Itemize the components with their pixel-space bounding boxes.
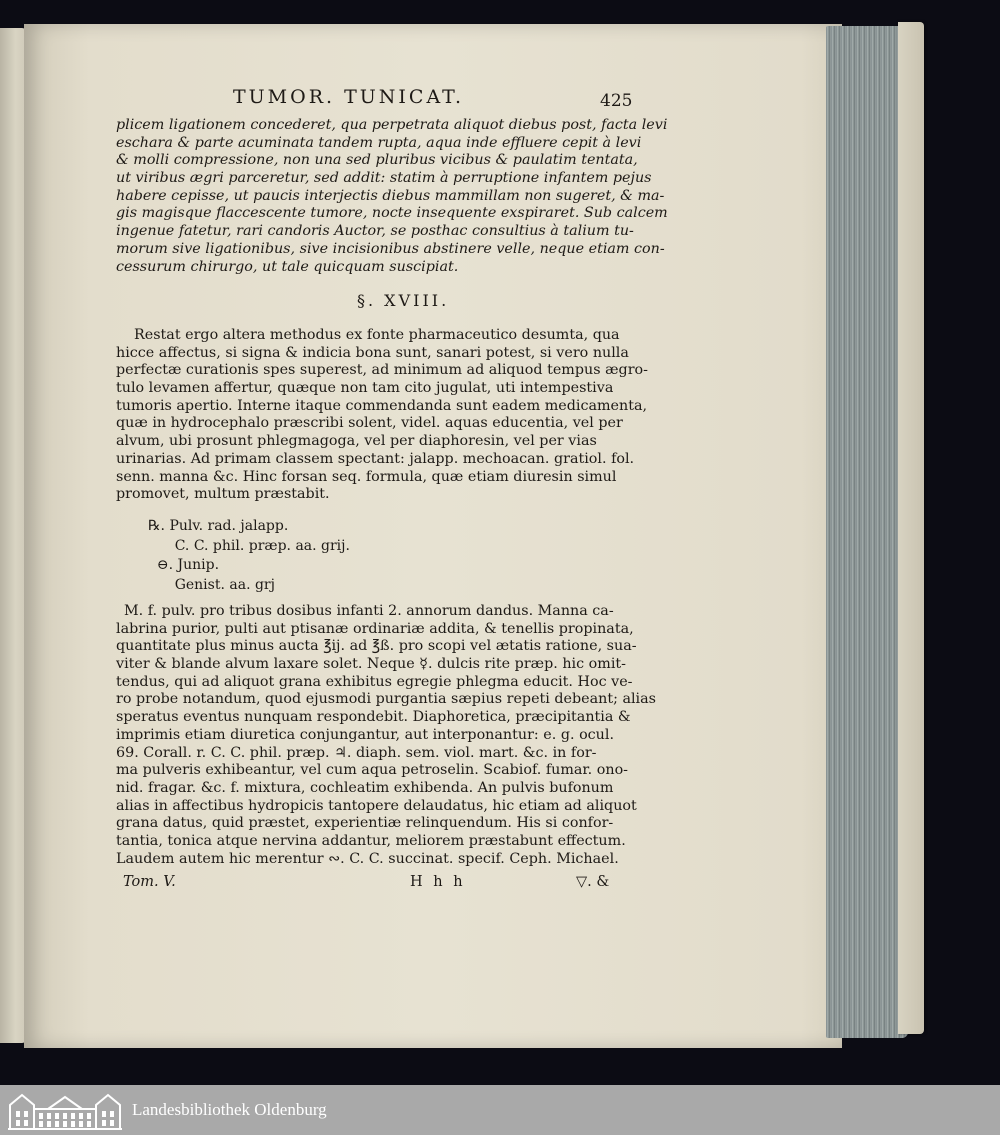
text-line: M. f. pulv. pro tribus dosibus infanti 2. annorum dandus. Manna ca-	[124, 603, 614, 619]
text-line: speratus eventus nunquam respondebit. Diaphoretica, præcipitantia &	[116, 709, 631, 726]
text-line: alias in affectibus hydropicis tantopere delaudatus, hic etiam ad aliquot	[116, 797, 637, 814]
text-line: hicce affectus, si signa & indicia bona sunt, sanari potest, si vero nulla	[116, 344, 629, 361]
text-line: Restat ergo altera methodus ex fonte pharmaceutico desumta, qua	[134, 327, 620, 343]
left-page-edge	[0, 28, 26, 1043]
text-line: grana datus, quid præstet, experientiæ relinquendum. His si confor-	[116, 815, 614, 832]
paragraph-2	[116, 327, 648, 504]
signature-mark: H h h	[410, 874, 466, 890]
text-line: senn. manna &c. Hinc forsan seq. formula, quæ etiam diuresin simul	[116, 468, 617, 485]
paragraph-3	[116, 603, 656, 868]
text-line: nid. fragar. &c. f. mixtura, cochleatim exhibenda. An pulvis bufonum	[116, 779, 614, 796]
library-building-icon[interactable]	[8, 1091, 122, 1135]
text-line: plicem ligationem concederet, qua perpetrata aliquot diebus post, facta levi	[116, 117, 668, 133]
recipe-line: ℞. Pulv. rad. jalapp.	[148, 518, 289, 534]
text-line: quæ in hydrocephalo præscribi solent, videl. aquas educentia, vel per	[116, 415, 623, 432]
catchword: ▽. &	[576, 874, 610, 890]
text-line: cessurum chirurgo, ut tale quicquam suscipiat.	[116, 258, 459, 275]
library-name[interactable]: Landesbibliothek Oldenburg	[132, 1100, 327, 1119]
text-line: 69. Corall. r. C. C. phil. præp. ♃. diaph. sem. viol. mart. &c. in for-	[116, 744, 597, 761]
text-line: urinarias. Ad primam classem spectant: jalapp. mechoacan. gratiol. fol.	[116, 450, 635, 467]
text-line: habere cepisse, ut paucis interjectis diebus mammillam non sugeret, & ma-	[116, 187, 665, 204]
text-line: viter & blande alvum laxare solet. Neque ☿. dulcis rite præp. hic omit-	[116, 656, 626, 673]
text-line: tulo levamen affertur, quæque non tam cito jugulat, uti intempestiva	[116, 380, 614, 397]
text-line: promovet, multum præstabit.	[116, 486, 330, 503]
paragraph-1	[116, 117, 668, 276]
text-line: ma pulveris exhibeantur, vel cum aqua petroselin. Scabiof. fumar. ono-	[116, 762, 629, 779]
text-line: morum sive ligationibus, sive incisionibus abstinere velle, neque etiam con-	[116, 240, 665, 257]
text-line: imprimis etiam diuretica conjungantur, aut interponantur: e. g. ocul.	[116, 726, 615, 743]
page-fore-edge	[826, 26, 908, 1038]
text-line: quantitate plus minus aucta ℥ij. ad ℥ß. pro scopi vel ætatis ratione, sua-	[116, 638, 637, 655]
text-line: tantia, tonica atque nervina addantur, meliorem præstabunt effectum.	[116, 832, 626, 849]
recipe-line: ⊖. Junip.	[148, 557, 220, 573]
text-line: & molli compressione, non una sed pluribus vicibus & paulatim tentata,	[116, 152, 638, 169]
cover-edge	[898, 22, 924, 1034]
text-line: tendus, qui ad aliquot grana exhibitus egregie phlegma educit. Hoc ve-	[116, 673, 633, 690]
text-line: ingenue fatetur, rari candoris Auctor, se posthac consultius à talium tu-	[116, 223, 634, 240]
recipe	[148, 517, 350, 595]
volume-footer: Tom. V.	[123, 874, 176, 890]
text-line: ro probe notandum, quod ejusmodi purgantia sæpius repeti debeant; alias	[116, 691, 656, 708]
library-footer-bar	[0, 1085, 1000, 1135]
text-line: labrina purior, pulti aut ptisanæ ordinariæ addita, & tenellis propinata,	[116, 620, 634, 637]
text-line: tumoris apertio. Interne itaque commendanda sunt eadem medicamenta,	[116, 397, 648, 414]
text-line: gis magisque flaccescente tumore, nocte insequente exspiraret. Sub calcem	[116, 205, 668, 222]
text-line: alvum, ubi prosunt phlegmagoga, vel per diaphoresin, vel per vias	[116, 433, 597, 450]
page-number: 425	[600, 91, 633, 111]
text-line: perfectæ curationis spes superest, ad minimum ad aliquod tempus ægro-	[116, 362, 648, 379]
recipe-line: Genist. aa. grj	[148, 576, 275, 593]
text-line: eschara & parte acuminata tandem rupta, aqua inde effluere cepit à levi	[116, 134, 642, 151]
text-line: ut viribus ægri parceretur, sed addit: statim à perruptione infantem pejus	[116, 170, 652, 187]
running-title: TUMOR. TUNICAT.	[233, 86, 465, 108]
recipe-line: C. C. phil. præp. aa. grij.	[148, 537, 350, 554]
text-line: Laudem autem hic merentur ∾. C. C. succinat. specif. Ceph. Michael.	[116, 850, 619, 867]
section-heading: §. XVIII.	[357, 291, 450, 310]
